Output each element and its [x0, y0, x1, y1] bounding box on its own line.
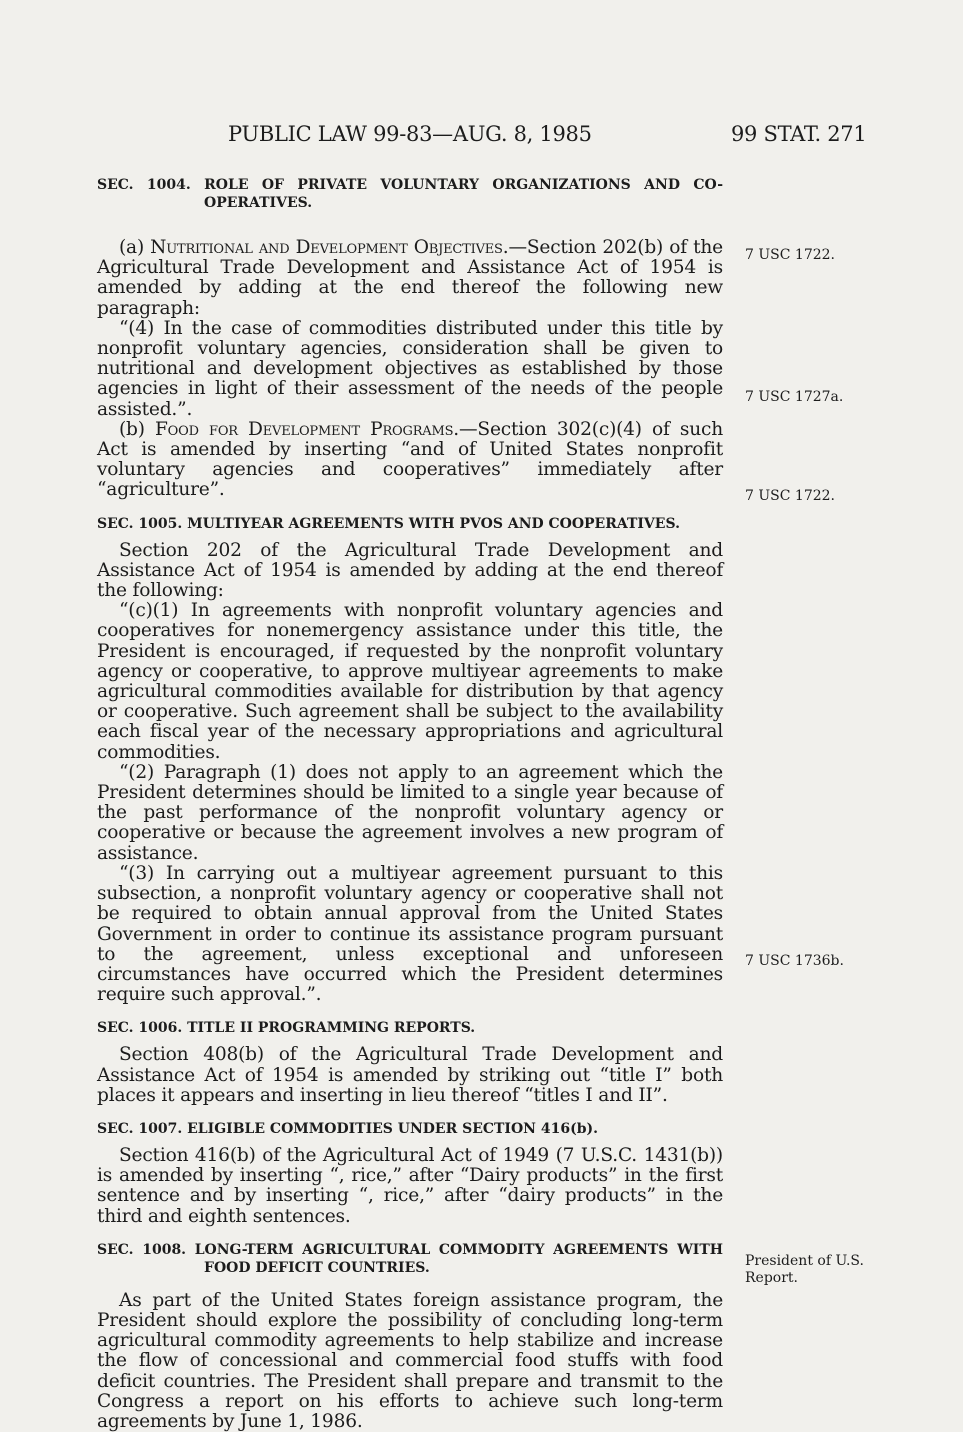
margin-note-7usc1727a: 7 USC 1727a. — [745, 389, 844, 405]
paragraph-1004-a4: “(4) In the case of commodities distributed under this title by nonprofit voluntary agencies, consideration shall be given to nutritional and development objectives as established by those agencies in light of their assessment of the needs of the people assisted.”. — [97, 317, 723, 420]
paragraph-1008: As part of the United States foreign assistance program, the President should explore the possibility of concluding long-term agricultural commodity agreements to help stabilize and increase the flow of concessional and commercial food stuffs with food deficit countries. The President shall prepare and transmit to the Congress a report on his efforts to achieve such long-term agreements by June 1, 1986. — [97, 1289, 723, 1432]
paragraph-1004-b: (b) Food for Development Programs.—Section 302(c)(4) of such Act is amended by inserting “and of United States nonprofit voluntary agencies and cooperatives” immediately after “agriculture”. — [97, 418, 723, 501]
public-law-title: PUBLIC LAW 99-83—AUG. 8, 1985 — [228, 122, 592, 146]
paragraph-1006: Section 408(b) of the Agricultural Trade Development and Assistance Act of 1954 is amended by striking out “title I” both places it appears and inserting in lieu thereof “titles I and II”. — [97, 1044, 723, 1106]
margin-note-7usc1722-b: 7 USC 1722. — [745, 488, 835, 504]
margin-note-7usc1736b: 7 USC 1736b. — [745, 953, 844, 969]
paragraph-1005-intro: Section 202 of the Agricultural Trade Development and Assistance Act of 1954 is amended by adding at the end thereof the following: — [97, 539, 723, 602]
paragraph-1005-2: “(2) Paragraph (1) does not apply to an agreement which the President determines should be limited to a single year because of the past performance of the nonprofit voluntary agency or cooperative or because the agreement involves a new program of assistance. — [97, 761, 723, 864]
section-heading-1006: SEC. 1006. TITLE II PROGRAMMING REPORTS. — [97, 1020, 476, 1037]
margin-note-report: Report. — [745, 1270, 798, 1286]
margin-note-7usc1722-a: 7 USC 1722. — [745, 247, 835, 263]
section-heading-1004: SEC. 1004. ROLE OF PRIVATE VOLUNTARY ORGANIZATIONS AND CO- OPERATIVES. — [97, 177, 723, 211]
section-heading-1005: SEC. 1005. MULTIYEAR AGREEMENTS WITH PVOS AND COOPERATIVES. — [97, 515, 680, 532]
paragraph-1007: Section 416(b) of the Agricultural Act of 1949 (7 U.S.C. 1431(b)) is amended by inserting “, rice,” after “Dairy products” in the first sentence and by inserting “, rice,” after “dairy products” in the third and eighth sentences. — [97, 1144, 723, 1227]
paragraph-1004-a: (a) Nutritional and Development Objectives.—Section 202(b) of the Agricultural Trade Development and Assistance Act of 1954 is amended by adding at the end thereof the following new paragraph: — [97, 237, 723, 319]
section-heading-1008: SEC. 1008. LONG-TERM AGRICULTURAL COMMODITY AGREEMENTS WITH FOOD DEFICIT COUNTRIES. — [97, 1241, 723, 1276]
paragraph-1005-3: “(3) In carrying out a multiyear agreement pursuant to this subsection, a nonprofit voluntary agency or cooperative shall not be required to obtain annual approval from the United States Government in order to continue its assistance program pursuant to the agreement, unless exceptional and unforeseen circumstances have occurred which the President determines require such approval.”. — [97, 862, 723, 1006]
margin-note-president: President of U.S. — [745, 1253, 864, 1269]
page-header — [0, 122, 963, 152]
paragraph-1005-c1: “(c)(1) In agreements with nonprofit voluntary agencies and cooperatives for nonemergency assistance under this title, the President is encouraged, if requested by the nonprofit voluntary agency or cooperative, to approve multiyear agreements to make agricultural commodities available for distribution by that agency or cooperative. Such agreement shall be subject to the availability each fiscal year of the necessary appropriations and agricultural commodities. — [97, 600, 723, 763]
document-body — [97, 176, 723, 1432]
statute-page-number: 99 STAT. 271 — [731, 122, 867, 146]
section-heading-1007: SEC. 1007. ELIGIBLE COMMODITIES UNDER SECTION 416(b). — [97, 1120, 598, 1137]
